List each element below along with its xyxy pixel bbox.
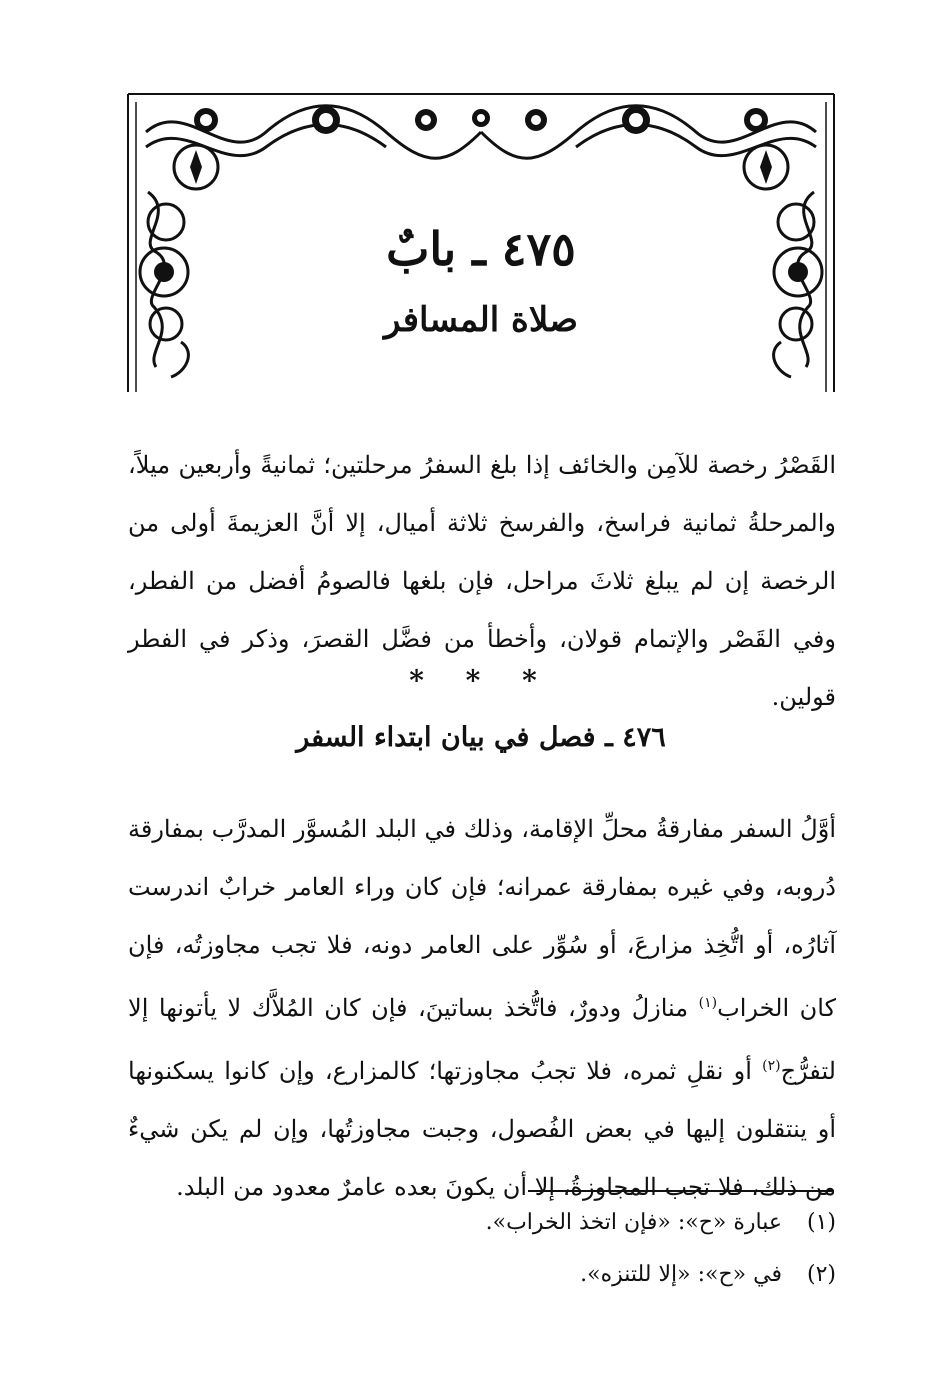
footnote-1-text: عبارة «ح»: «فإن اتخذ الخراب». [485,1210,782,1235]
footnote-1 [128,1210,836,1235]
footnote-ref-2[interactable]: (٢) [762,1058,781,1074]
section-heading: ٤٧٦ ـ فصل في بيان ابتداء السفر [296,722,666,753]
section-separator: * * * [409,664,553,697]
footnote-2 [128,1262,836,1287]
paragraph-2-part-a: أوَّلُ السفر مفارقةُ محلِّ الإقامة، وذلك في البلد المُسوَّر المدرَّب بمفارقة دُروبه، وفي غيره بمفارقة عمرانه؛ فإن كان وراء العامر خرابٌ اندرست آثارُه، أو اتُّخِذ مزارعَ، أو سُوِّر على العامر دونه، فلا تجب مجاوزتُه، فإن كان الخراب [128,815,837,1022]
chapter-subtitle: صلاة المسافر [384,300,578,340]
paragraph-2-part-c: أو نقلِ ثمره، فلا تجبُ مجاوزتها؛ كالمزارع، وإن كانوا يسكنونها أو ينتقلون إليها في بعض الفُصول، وجبت مجاوزتُها، وإن لم يكن شيءٌ من ذلك، فلا تجب المجاوزةُ، إلا أن يكونَ بعده عامرٌ معدود من البلد. [128,1057,836,1201]
footnote-1-number: (١) [806,1210,836,1235]
footnote-divider [528,1190,834,1192]
footnote-ref-1[interactable]: (١) [698,995,718,1011]
body-paragraph-1: القَصْرُ رخصة للآمِن والخائف إذا بلغ السفرُ مرحلتين؛ ثمانيةً وأربعين ميلاً، والمرحلةُ ثمانية فراسخ، والفرسخ ثلاثة أميال، إلا أنَّ العزيمةَ أولى من الرخصة إن لم يبلغ ثلاثَ مراحل، فإن بلغها فالصومُ أفضل من الفطر، وفي القَصْر والإتمام قولان، وأخطأ من فضَّل القصرَ، وذكر في الفطر قولين. [128,451,836,711]
footnote-2-text: في «ح»: «إلا للتنزه». [580,1262,782,1287]
footnote-2-number: (٢) [806,1262,836,1287]
paragraph-2-part-b: منازلُ ودورٌ، فاتُّخذ بساتينَ، فإن كان المُلاَّك لا يأتونها إلا لتفرُّج [128,994,836,1085]
chapter-title: ٤٧٥ ـ بابٌ [386,222,576,276]
body-paragraph-2 [128,800,836,1216]
